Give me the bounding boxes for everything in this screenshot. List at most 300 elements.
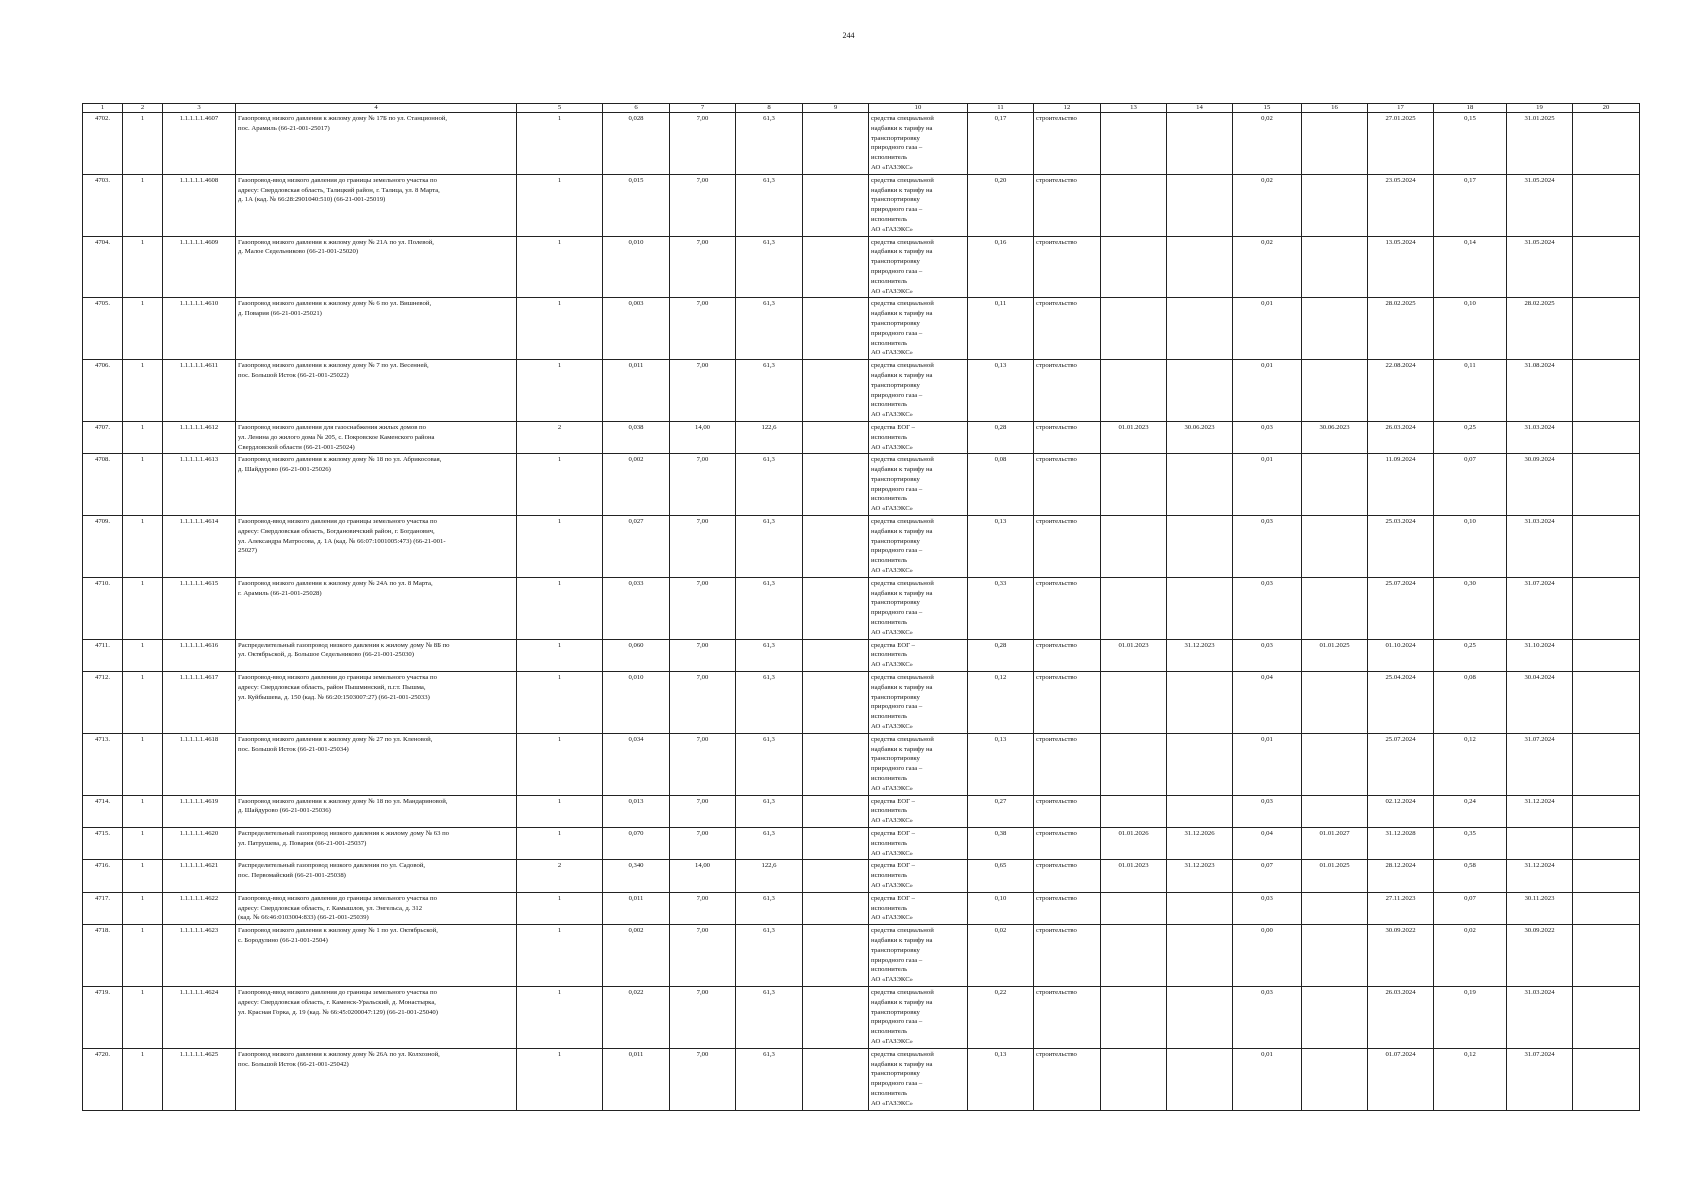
cell-c14: 30.06.2023 bbox=[1167, 421, 1233, 453]
cell-c7: 7,00 bbox=[670, 577, 736, 639]
cell-c7: 7,00 bbox=[670, 795, 736, 827]
cell-c5: 1 bbox=[517, 360, 603, 422]
cell-c20 bbox=[1573, 925, 1640, 987]
cell-c19: 31.01.2025 bbox=[1507, 113, 1573, 175]
cell-c6: 0,002 bbox=[603, 454, 670, 516]
cell-c9 bbox=[803, 827, 869, 859]
cell-n: 4716. bbox=[83, 860, 123, 892]
cell-c9 bbox=[803, 795, 869, 827]
cell-c5: 1 bbox=[517, 1048, 603, 1110]
cell-c6: 0,003 bbox=[603, 298, 670, 360]
cell-c20 bbox=[1573, 236, 1640, 298]
cell-c18: 0,08 bbox=[1434, 672, 1507, 734]
cell-c2: 1 bbox=[123, 421, 163, 453]
cell-c7: 7,00 bbox=[670, 454, 736, 516]
cell-c16: 01.01.2025 bbox=[1302, 860, 1368, 892]
cell-c16 bbox=[1302, 298, 1368, 360]
cell-c19: 31.12.2024 bbox=[1507, 795, 1573, 827]
cell-c18: 0,24 bbox=[1434, 795, 1507, 827]
cell-c2: 1 bbox=[123, 925, 163, 987]
cell-c2: 1 bbox=[123, 454, 163, 516]
cell-c3: 1.1.1.1.1.4610 bbox=[163, 298, 236, 360]
cell-c13 bbox=[1101, 577, 1167, 639]
cell-c13 bbox=[1101, 113, 1167, 175]
cell-c17: 01.10.2024 bbox=[1368, 639, 1434, 671]
cell-c5: 1 bbox=[517, 672, 603, 734]
cell-c17: 02.12.2024 bbox=[1368, 795, 1434, 827]
cell-c13 bbox=[1101, 454, 1167, 516]
cell-c4: Распределительный газопровод низкого давления к жилому дому № 8Б по ул. Октябрьской, д. Большое Седельниково (66-21-001-25030) bbox=[236, 639, 517, 671]
cell-c8: 61,3 bbox=[736, 174, 803, 236]
cell-c14 bbox=[1167, 577, 1233, 639]
cell-c2: 1 bbox=[123, 577, 163, 639]
cell-c10: средства специальной надбавки к тарифу на транспортировку природного газа – исполнитель АО «ГАЗЭКС» bbox=[869, 360, 968, 422]
cell-c4: Газопровод низкого давления к жилому дому № 7 по ул. Весенней, пос. Большой Исток (66-21-001-25022) bbox=[236, 360, 517, 422]
cell-c7: 7,00 bbox=[670, 236, 736, 298]
cell-c16 bbox=[1302, 454, 1368, 516]
cell-c14: 31.12.2023 bbox=[1167, 639, 1233, 671]
cell-n: 4719. bbox=[83, 986, 123, 1048]
cell-n: 4703. bbox=[83, 174, 123, 236]
cell-c10: средства ЕОГ – исполнитель АО «ГАЗЭКС» bbox=[869, 860, 968, 892]
cell-c15: 0,03 bbox=[1233, 639, 1302, 671]
cell-c9 bbox=[803, 174, 869, 236]
header-row bbox=[83, 104, 1640, 113]
cell-c9 bbox=[803, 113, 869, 175]
cell-c17: 13.05.2024 bbox=[1368, 236, 1434, 298]
cell-c6: 0,011 bbox=[603, 1048, 670, 1110]
cell-c2: 1 bbox=[123, 986, 163, 1048]
cell-n: 4715. bbox=[83, 827, 123, 859]
cell-c3: 1.1.1.1.1.4622 bbox=[163, 892, 236, 924]
table-row bbox=[83, 516, 1640, 578]
cell-c11: 0,13 bbox=[968, 360, 1034, 422]
cell-c2: 1 bbox=[123, 174, 163, 236]
cell-c6: 0,015 bbox=[603, 174, 670, 236]
column-header-17: 17 bbox=[1368, 104, 1434, 113]
column-header-4: 4 bbox=[236, 104, 517, 113]
cell-c17: 31.12.2028 bbox=[1368, 827, 1434, 859]
investment-program-table bbox=[82, 103, 1640, 1111]
table-row bbox=[83, 795, 1640, 827]
cell-c12: строительство bbox=[1034, 986, 1101, 1048]
cell-n: 4707. bbox=[83, 421, 123, 453]
cell-c12: строительство bbox=[1034, 1048, 1101, 1110]
cell-c20 bbox=[1573, 672, 1640, 734]
cell-c19 bbox=[1507, 827, 1573, 859]
cell-c8: 122,6 bbox=[736, 421, 803, 453]
cell-c3: 1.1.1.1.1.4615 bbox=[163, 577, 236, 639]
cell-c13 bbox=[1101, 986, 1167, 1048]
column-header-6: 6 bbox=[603, 104, 670, 113]
cell-c6: 0,022 bbox=[603, 986, 670, 1048]
cell-c5: 1 bbox=[517, 298, 603, 360]
cell-c11: 0,27 bbox=[968, 795, 1034, 827]
cell-c9 bbox=[803, 986, 869, 1048]
column-header-9: 9 bbox=[803, 104, 869, 113]
cell-c20 bbox=[1573, 827, 1640, 859]
cell-c11: 0,12 bbox=[968, 672, 1034, 734]
table-row bbox=[83, 827, 1640, 859]
cell-c13 bbox=[1101, 516, 1167, 578]
cell-c15: 0,01 bbox=[1233, 360, 1302, 422]
column-header-12: 12 bbox=[1034, 104, 1101, 113]
column-header-14: 14 bbox=[1167, 104, 1233, 113]
cell-c9 bbox=[803, 733, 869, 795]
cell-n: 4706. bbox=[83, 360, 123, 422]
table-row bbox=[83, 733, 1640, 795]
cell-c13 bbox=[1101, 892, 1167, 924]
cell-c16 bbox=[1302, 1048, 1368, 1110]
cell-c15: 0,03 bbox=[1233, 795, 1302, 827]
cell-c4: Газопровод низкого давления к жилому дому № 24А по ул. 8 Марта, г. Арамиль (66-21-001-25028) bbox=[236, 577, 517, 639]
cell-c2: 1 bbox=[123, 827, 163, 859]
cell-c9 bbox=[803, 360, 869, 422]
cell-c3: 1.1.1.1.1.4619 bbox=[163, 795, 236, 827]
cell-c14 bbox=[1167, 298, 1233, 360]
cell-c14 bbox=[1167, 986, 1233, 1048]
cell-c12: строительство bbox=[1034, 516, 1101, 578]
cell-c12: строительство bbox=[1034, 454, 1101, 516]
cell-c3: 1.1.1.1.1.4609 bbox=[163, 236, 236, 298]
cell-c18: 0,25 bbox=[1434, 639, 1507, 671]
cell-c6: 0,010 bbox=[603, 236, 670, 298]
column-header-1: 1 bbox=[83, 104, 123, 113]
cell-c4: Газопровод-ввод низкого давления до границы земельного участка по адресу: Свердловская область, Богдановичский район, г. Богданович, ул. Александра Матросова, д. 1А (кад. № 66:07:1001005:473) (66-21-001- 25027) bbox=[236, 516, 517, 578]
cell-c4: Газопровод-ввод низкого давления до границы земельного участка по адресу: Свердловская область, Талицкий район, г. Талица, ул. 8 Марта, д. 1А (кад. № 66:28:2901040:510) (66-21-001-25019) bbox=[236, 174, 517, 236]
cell-c20 bbox=[1573, 733, 1640, 795]
cell-c2: 1 bbox=[123, 733, 163, 795]
cell-c16 bbox=[1302, 986, 1368, 1048]
cell-c6: 0,010 bbox=[603, 672, 670, 734]
cell-c17: 26.03.2024 bbox=[1368, 986, 1434, 1048]
table-row bbox=[83, 113, 1640, 175]
cell-c20 bbox=[1573, 421, 1640, 453]
cell-c9 bbox=[803, 639, 869, 671]
cell-c13: 01.01.2023 bbox=[1101, 860, 1167, 892]
cell-c12: строительство bbox=[1034, 236, 1101, 298]
cell-c13 bbox=[1101, 298, 1167, 360]
cell-c17: 25.07.2024 bbox=[1368, 733, 1434, 795]
cell-c2: 1 bbox=[123, 672, 163, 734]
cell-c10: средства ЕОГ – исполнитель АО «ГАЗЭКС» bbox=[869, 421, 968, 453]
cell-c5: 1 bbox=[517, 925, 603, 987]
cell-c15: 0,04 bbox=[1233, 672, 1302, 734]
cell-c15: 0,03 bbox=[1233, 516, 1302, 578]
cell-c6: 0,013 bbox=[603, 795, 670, 827]
cell-c3: 1.1.1.1.1.4613 bbox=[163, 454, 236, 516]
cell-c10: средства специальной надбавки к тарифу на транспортировку природного газа – исполнитель АО «ГАЗЭКС» bbox=[869, 577, 968, 639]
cell-c11: 0,22 bbox=[968, 986, 1034, 1048]
cell-c17: 27.11.2023 bbox=[1368, 892, 1434, 924]
cell-c19: 31.12.2024 bbox=[1507, 860, 1573, 892]
cell-c12: строительство bbox=[1034, 860, 1101, 892]
cell-c8: 61,3 bbox=[736, 577, 803, 639]
cell-c18: 0,07 bbox=[1434, 892, 1507, 924]
cell-n: 4713. bbox=[83, 733, 123, 795]
column-header-5: 5 bbox=[517, 104, 603, 113]
cell-c4: Газопровод-ввод низкого давления до границы земельного участка по адресу: Свердловская область, район Пышминский, п.г.т. Пышма, ул. Куйбышева, д. 150 (кад. № 66:20:1503007:27) (66-21-001-25033) bbox=[236, 672, 517, 734]
cell-c18: 0,19 bbox=[1434, 986, 1507, 1048]
cell-c12: строительство bbox=[1034, 577, 1101, 639]
cell-c7: 7,00 bbox=[670, 925, 736, 987]
cell-c2: 1 bbox=[123, 236, 163, 298]
cell-c12: строительство bbox=[1034, 298, 1101, 360]
cell-c13 bbox=[1101, 795, 1167, 827]
cell-c9 bbox=[803, 236, 869, 298]
cell-c7: 7,00 bbox=[670, 360, 736, 422]
cell-c19: 31.07.2024 bbox=[1507, 1048, 1573, 1110]
cell-c4: Газопровод низкого давления к жилому дому № 26А по ул. Колхозной, пос. Большой Исток (66-21-001-25042) bbox=[236, 1048, 517, 1110]
cell-c10: средства специальной надбавки к тарифу на транспортировку природного газа – исполнитель АО «ГАЗЭКС» bbox=[869, 236, 968, 298]
cell-c2: 1 bbox=[123, 1048, 163, 1110]
cell-c3: 1.1.1.1.1.4624 bbox=[163, 986, 236, 1048]
cell-c10: средства ЕОГ – исполнитель АО «ГАЗЭКС» bbox=[869, 892, 968, 924]
table-row bbox=[83, 174, 1640, 236]
cell-c10: средства ЕОГ – исполнитель АО «ГАЗЭКС» bbox=[869, 827, 968, 859]
cell-c14 bbox=[1167, 892, 1233, 924]
cell-c14 bbox=[1167, 1048, 1233, 1110]
cell-c16 bbox=[1302, 733, 1368, 795]
cell-c6: 0,034 bbox=[603, 733, 670, 795]
cell-c3: 1.1.1.1.1.4617 bbox=[163, 672, 236, 734]
cell-c8: 61,3 bbox=[736, 454, 803, 516]
cell-c14 bbox=[1167, 795, 1233, 827]
cell-c19: 31.10.2024 bbox=[1507, 639, 1573, 671]
cell-c20 bbox=[1573, 454, 1640, 516]
column-header-10: 10 bbox=[869, 104, 968, 113]
cell-c16 bbox=[1302, 795, 1368, 827]
cell-n: 4712. bbox=[83, 672, 123, 734]
cell-c20 bbox=[1573, 860, 1640, 892]
cell-c8: 61,3 bbox=[736, 639, 803, 671]
cell-c12: строительство bbox=[1034, 672, 1101, 734]
cell-c6: 0,011 bbox=[603, 892, 670, 924]
cell-c19: 30.09.2024 bbox=[1507, 454, 1573, 516]
cell-c5: 1 bbox=[517, 454, 603, 516]
cell-c12: строительство bbox=[1034, 892, 1101, 924]
cell-c15: 0,02 bbox=[1233, 174, 1302, 236]
page-number: 244 bbox=[842, 31, 855, 40]
cell-c12: строительство bbox=[1034, 827, 1101, 859]
cell-n: 4710. bbox=[83, 577, 123, 639]
cell-c7: 7,00 bbox=[670, 986, 736, 1048]
cell-c15: 0,03 bbox=[1233, 577, 1302, 639]
cell-c18: 0,02 bbox=[1434, 925, 1507, 987]
cell-c7: 7,00 bbox=[670, 113, 736, 175]
cell-c16 bbox=[1302, 174, 1368, 236]
cell-c13 bbox=[1101, 672, 1167, 734]
cell-c15: 0,03 bbox=[1233, 421, 1302, 453]
cell-c17: 27.01.2025 bbox=[1368, 113, 1434, 175]
cell-c2: 1 bbox=[123, 892, 163, 924]
cell-c13 bbox=[1101, 360, 1167, 422]
cell-c3: 1.1.1.1.1.4607 bbox=[163, 113, 236, 175]
cell-c14 bbox=[1167, 454, 1233, 516]
cell-c16 bbox=[1302, 925, 1368, 987]
cell-c18: 0,10 bbox=[1434, 516, 1507, 578]
cell-c14 bbox=[1167, 360, 1233, 422]
cell-c11: 0,10 bbox=[968, 892, 1034, 924]
cell-c14 bbox=[1167, 113, 1233, 175]
cell-c18: 0,14 bbox=[1434, 236, 1507, 298]
cell-c10: средства специальной надбавки к тарифу на транспортировку природного газа – исполнитель АО «ГАЗЭКС» bbox=[869, 454, 968, 516]
cell-n: 4717. bbox=[83, 892, 123, 924]
cell-c5: 1 bbox=[517, 516, 603, 578]
cell-c5: 1 bbox=[517, 827, 603, 859]
cell-c19: 31.08.2024 bbox=[1507, 360, 1573, 422]
cell-c16 bbox=[1302, 113, 1368, 175]
cell-c10: средства ЕОГ – исполнитель АО «ГАЗЭКС» bbox=[869, 639, 968, 671]
column-header-11: 11 bbox=[968, 104, 1034, 113]
cell-c6: 0,027 bbox=[603, 516, 670, 578]
cell-c18: 0,12 bbox=[1434, 733, 1507, 795]
cell-c15: 0,01 bbox=[1233, 298, 1302, 360]
cell-c4: Газопровод низкого давления к жилому дому № 27 по ул. Кленовой, пос. Большой Исток (66-21-001-25034) bbox=[236, 733, 517, 795]
cell-c5: 1 bbox=[517, 795, 603, 827]
cell-c8: 61,3 bbox=[736, 795, 803, 827]
cell-c13: 01.01.2023 bbox=[1101, 421, 1167, 453]
cell-c5: 1 bbox=[517, 174, 603, 236]
cell-c11: 0,11 bbox=[968, 298, 1034, 360]
cell-c10: средства ЕОГ – исполнитель АО «ГАЗЭКС» bbox=[869, 795, 968, 827]
cell-c7: 14,00 bbox=[670, 860, 736, 892]
cell-c3: 1.1.1.1.1.4621 bbox=[163, 860, 236, 892]
cell-c10: средства специальной надбавки к тарифу на транспортировку природного газа – исполнитель АО «ГАЗЭКС» bbox=[869, 174, 968, 236]
cell-c17: 25.04.2024 bbox=[1368, 672, 1434, 734]
cell-c19: 31.07.2024 bbox=[1507, 577, 1573, 639]
cell-c7: 7,00 bbox=[670, 672, 736, 734]
cell-c10: средства специальной надбавки к тарифу на транспортировку природного газа – исполнитель АО «ГАЗЭКС» bbox=[869, 986, 968, 1048]
cell-c8: 61,3 bbox=[736, 236, 803, 298]
cell-c7: 7,00 bbox=[670, 174, 736, 236]
cell-c16 bbox=[1302, 577, 1368, 639]
cell-c3: 1.1.1.1.1.4620 bbox=[163, 827, 236, 859]
cell-c6: 0,028 bbox=[603, 113, 670, 175]
cell-c5: 1 bbox=[517, 113, 603, 175]
cell-c15: 0,02 bbox=[1233, 113, 1302, 175]
cell-n: 4705. bbox=[83, 298, 123, 360]
cell-c7: 14,00 bbox=[670, 421, 736, 453]
cell-c20 bbox=[1573, 577, 1640, 639]
cell-c19: 31.03.2024 bbox=[1507, 516, 1573, 578]
cell-c12: строительство bbox=[1034, 795, 1101, 827]
cell-c4: Газопровод-ввод низкого давления до границы земельного участка по адресу: Свердловская область, г. Камышлов, ул. Энгельса, д. 312 (кад. № 66:46:0103004:833) (66-21-001-25039) bbox=[236, 892, 517, 924]
cell-c20 bbox=[1573, 298, 1640, 360]
cell-n: 4708. bbox=[83, 454, 123, 516]
cell-c8: 61,3 bbox=[736, 925, 803, 987]
cell-c3: 1.1.1.1.1.4608 bbox=[163, 174, 236, 236]
cell-c13 bbox=[1101, 925, 1167, 987]
cell-c6: 0,033 bbox=[603, 577, 670, 639]
cell-c13 bbox=[1101, 1048, 1167, 1110]
cell-c6: 0,060 bbox=[603, 639, 670, 671]
cell-c4: Распределительный газопровод низкого давления к жилому дому № 63 по ул. Патрушева, д. Повария (66-21-001-25037) bbox=[236, 827, 517, 859]
cell-c4: Газопровод низкого давления к жилому дому № 6 по ул. Вишневой, д. Повария (66-21-001-25021) bbox=[236, 298, 517, 360]
cell-c2: 1 bbox=[123, 639, 163, 671]
cell-c15: 0,01 bbox=[1233, 454, 1302, 516]
cell-c8: 61,3 bbox=[736, 892, 803, 924]
cell-c10: средства специальной надбавки к тарифу на транспортировку природного газа – исполнитель АО «ГАЗЭКС» bbox=[869, 516, 968, 578]
cell-c19: 31.05.2024 bbox=[1507, 174, 1573, 236]
cell-c4: Газопровод-ввод низкого давления до границы земельного участка по адресу: Свердловская область, г. Каменск-Уральский, д. Монастырка, ул. Красная Горка, д. 19 (кад. № 66:45:0200047:129) (66-21-001-25040) bbox=[236, 986, 517, 1048]
cell-c2: 1 bbox=[123, 298, 163, 360]
cell-c19: 31.07.2024 bbox=[1507, 733, 1573, 795]
cell-c16 bbox=[1302, 236, 1368, 298]
cell-c15: 0,01 bbox=[1233, 733, 1302, 795]
cell-c17: 28.02.2025 bbox=[1368, 298, 1434, 360]
cell-c18: 0,10 bbox=[1434, 298, 1507, 360]
cell-c12: строительство bbox=[1034, 925, 1101, 987]
cell-c5: 1 bbox=[517, 577, 603, 639]
cell-c8: 61,3 bbox=[736, 672, 803, 734]
cell-c19: 30.09.2022 bbox=[1507, 925, 1573, 987]
cell-c20 bbox=[1573, 516, 1640, 578]
cell-c11: 0,13 bbox=[968, 1048, 1034, 1110]
cell-c5: 1 bbox=[517, 733, 603, 795]
cell-c7: 7,00 bbox=[670, 639, 736, 671]
cell-c17: 30.09.2022 bbox=[1368, 925, 1434, 987]
cell-c20 bbox=[1573, 639, 1640, 671]
table-row bbox=[83, 360, 1640, 422]
column-header-19: 19 bbox=[1507, 104, 1573, 113]
cell-c8: 61,3 bbox=[736, 733, 803, 795]
cell-c9 bbox=[803, 421, 869, 453]
column-header-16: 16 bbox=[1302, 104, 1368, 113]
cell-c13 bbox=[1101, 733, 1167, 795]
cell-c5: 1 bbox=[517, 892, 603, 924]
cell-c10: средства специальной надбавки к тарифу на транспортировку природного газа – исполнитель АО «ГАЗЭКС» bbox=[869, 113, 968, 175]
cell-c14 bbox=[1167, 733, 1233, 795]
table-row bbox=[83, 672, 1640, 734]
cell-c3: 1.1.1.1.1.4614 bbox=[163, 516, 236, 578]
cell-c4: Газопровод низкого давления для газоснабжения жилых домов по ул. Ленина до жилого дома № 205, с. Покровское Каменского района Свердловской области (66-21-001-25024) bbox=[236, 421, 517, 453]
cell-c19: 31.03.2024 bbox=[1507, 421, 1573, 453]
cell-c8: 122,6 bbox=[736, 860, 803, 892]
cell-c16 bbox=[1302, 892, 1368, 924]
cell-c16 bbox=[1302, 672, 1368, 734]
cell-c9 bbox=[803, 892, 869, 924]
cell-c9 bbox=[803, 672, 869, 734]
cell-c19: 30.11.2023 bbox=[1507, 892, 1573, 924]
cell-c20 bbox=[1573, 174, 1640, 236]
cell-c6: 0,070 bbox=[603, 827, 670, 859]
cell-c2: 1 bbox=[123, 795, 163, 827]
cell-c20 bbox=[1573, 795, 1640, 827]
cell-c17: 11.09.2024 bbox=[1368, 454, 1434, 516]
cell-c11: 0,20 bbox=[968, 174, 1034, 236]
cell-c7: 7,00 bbox=[670, 1048, 736, 1110]
cell-c3: 1.1.1.1.1.4611 bbox=[163, 360, 236, 422]
table-row bbox=[83, 577, 1640, 639]
cell-c16: 01.01.2025 bbox=[1302, 639, 1368, 671]
cell-c15: 0,04 bbox=[1233, 827, 1302, 859]
cell-c18: 0,15 bbox=[1434, 113, 1507, 175]
cell-c18: 0,17 bbox=[1434, 174, 1507, 236]
cell-c7: 7,00 bbox=[670, 516, 736, 578]
cell-c2: 1 bbox=[123, 516, 163, 578]
cell-c4: Газопровод низкого давления к жилому дому № 18 по ул. Мандариновой, д. Шайдурово (66-21-001-25036) bbox=[236, 795, 517, 827]
column-header-2: 2 bbox=[123, 104, 163, 113]
cell-c8: 61,3 bbox=[736, 360, 803, 422]
cell-c16: 01.01.2027 bbox=[1302, 827, 1368, 859]
cell-c20 bbox=[1573, 986, 1640, 1048]
cell-c12: строительство bbox=[1034, 360, 1101, 422]
table-body bbox=[83, 113, 1640, 1111]
cell-c20 bbox=[1573, 892, 1640, 924]
cell-c8: 61,3 bbox=[736, 1048, 803, 1110]
cell-c20 bbox=[1573, 360, 1640, 422]
